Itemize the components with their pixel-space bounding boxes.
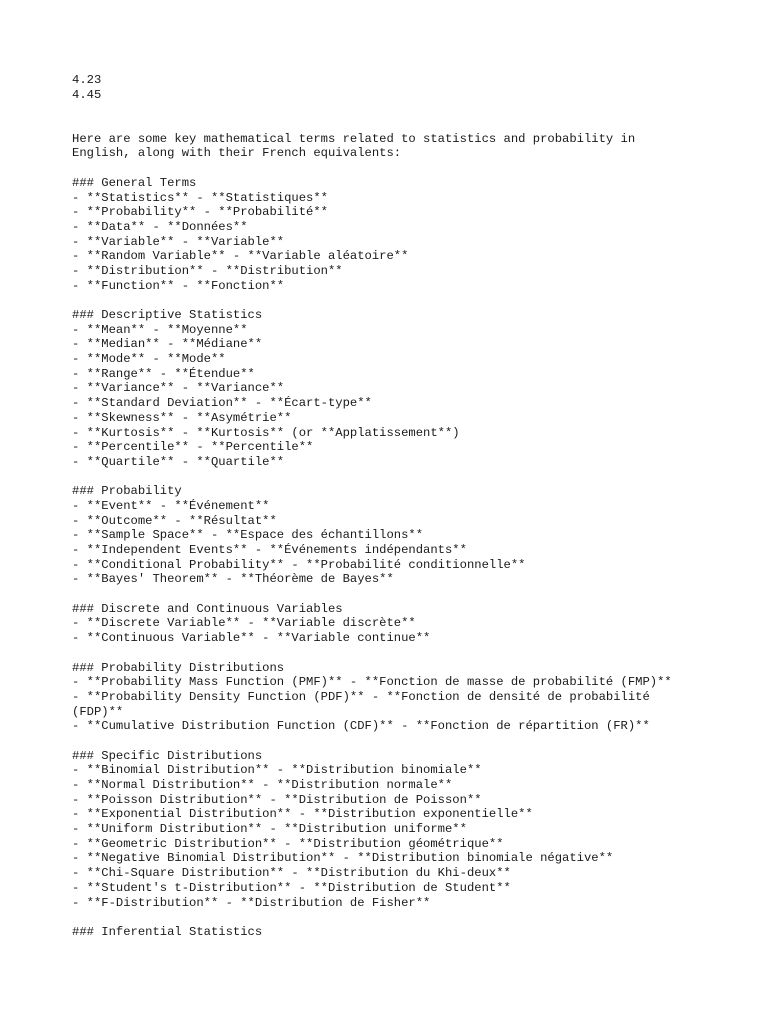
- term-item: - **Probability Density Function (PDF)** - **Fonction de densité de probabilité: [72, 689, 650, 704]
- term-item: - **Negative Binomial Distribution** - **Distribution binomiale négative**: [72, 851, 614, 866]
- term-item: - **Median** - **Médiane**: [72, 337, 263, 352]
- term-item: - **Sample Space** - **Espace des échantillons**: [72, 528, 424, 543]
- blank-line: [72, 161, 732, 176]
- term-item: - **Continuous Variable** - **Variable continue**: [72, 631, 431, 646]
- top-value: 4.45: [72, 87, 102, 102]
- term-item: - **Distribution** - **Distribution**: [72, 263, 343, 278]
- intro-line: English, along with their French equivalents:: [72, 146, 402, 161]
- term-item: - **Percentile** - **Percentile**: [72, 440, 314, 455]
- section-heading: ### Probability: [72, 484, 182, 499]
- term-item: - **F-Distribution** - **Distribution de Fisher**: [72, 895, 431, 910]
- term-item: - **Bayes' Theorem** - **Théorème de Bayes**: [72, 572, 394, 587]
- term-item: - **Range** - **Étendue**: [72, 366, 255, 381]
- term-item: - **Kurtosis** - **Kurtosis** (or **Applatissement**): [72, 425, 460, 440]
- term-item: - **Cumulative Distribution Function (CDF)** - **Fonction de répartition (FR)**: [72, 719, 650, 734]
- term-item: - **Student's t-Distribution** - **Distribution de Student**: [72, 880, 511, 895]
- document-page: [72, 73, 732, 940]
- term-item: - **Event** - **Événement**: [72, 498, 270, 513]
- term-item: - **Conditional Probability** - **Probabilité conditionnelle**: [72, 557, 526, 572]
- section-heading: ### Descriptive Statistics: [72, 308, 263, 322]
- blank-line: [72, 102, 732, 117]
- blank-line: [72, 293, 732, 308]
- section-heading: ### Specific Distributions: [72, 748, 263, 763]
- blank-line: [72, 117, 732, 132]
- term-item: - **Uniform Distribution** - **Distribution uniforme**: [72, 822, 467, 837]
- blank-line: [72, 646, 732, 661]
- section-heading: ### Discrete and Continuous Variables: [72, 601, 343, 616]
- intro-line: Here are some key mathematical terms related to statistics and probability in: [72, 131, 636, 146]
- term-item: - **Function** - **Fonction**: [72, 278, 285, 293]
- term-item: - **Standard Deviation** - **Écart-type**: [72, 396, 372, 411]
- term-item: - **Random Variable** - **Variable aléatoire**: [72, 249, 409, 264]
- section-heading: ### Inferential Statistics: [72, 924, 263, 939]
- term-item: - **Mean** - **Moyenne**: [72, 322, 248, 337]
- term-item: - **Chi-Square Distribution** - **Distribution du Khi-deux**: [72, 866, 511, 881]
- term-item: - **Normal Distribution** - **Distribution normale**: [72, 778, 453, 792]
- term-item: - **Data** - **Données**: [72, 219, 248, 234]
- term-item: - **Probability Mass Function (PMF)** - **Fonction de masse de probabilité (FMP)**: [72, 675, 672, 690]
- term-item: - **Variance** - **Variance**: [72, 381, 285, 396]
- blank-line: [72, 470, 732, 485]
- term-item: - **Variable** - **Variable**: [72, 234, 285, 249]
- term-item: - **Skewness** - **Asymétrie**: [72, 410, 292, 425]
- section-heading: ### General Terms: [72, 175, 197, 190]
- term-item: - **Quartile** - **Quartile**: [72, 454, 285, 469]
- term-item: - **Binomial Distribution** - **Distribution binomiale**: [72, 763, 482, 778]
- section-heading: ### Probability Distributions: [72, 660, 285, 675]
- term-item: - **Independent Events** - **Événements indépendants**: [72, 543, 467, 557]
- term-item-continuation: (FDP)**: [72, 704, 124, 719]
- top-value: 4.23: [72, 73, 102, 87]
- blank-line: [72, 587, 732, 602]
- blank-line: [72, 734, 732, 749]
- term-item: - **Discrete Variable** - **Variable discrète**: [72, 616, 416, 631]
- term-item: - **Outcome** - **Résultat**: [72, 513, 277, 528]
- term-item: - **Poisson Distribution** - **Distribution de Poisson**: [72, 792, 482, 807]
- term-item: - **Mode** - **Mode**: [72, 352, 226, 367]
- term-item: - **Geometric Distribution** - **Distribution géométrique**: [72, 836, 504, 851]
- term-item: - **Exponential Distribution** - **Distribution exponentielle**: [72, 807, 533, 822]
- blank-line: [72, 910, 732, 925]
- term-item: - **Statistics** - **Statistiques**: [72, 190, 328, 205]
- term-item: - **Probability** - **Probabilité**: [72, 205, 328, 220]
